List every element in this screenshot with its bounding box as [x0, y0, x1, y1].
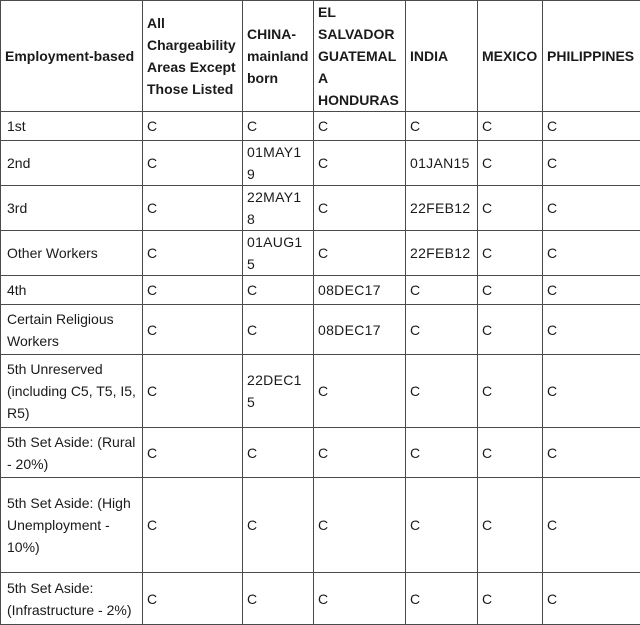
value-cell: C: [478, 141, 543, 186]
value-cell: C: [406, 276, 478, 305]
value-cell: C: [543, 573, 640, 625]
value-cell: C: [143, 428, 243, 478]
table-row: [1, 305, 640, 355]
value-cell: C: [478, 573, 543, 625]
value-cell: C: [478, 428, 543, 478]
value-cell: 01MAY19: [243, 141, 314, 186]
value-cell: 22FEB12: [406, 186, 478, 231]
value-cell: C: [478, 112, 543, 141]
value-cell: 01JAN15: [406, 141, 478, 186]
value-cell: C: [143, 112, 243, 141]
table-row: [1, 112, 640, 141]
value-cell: C: [143, 186, 243, 231]
category-cell: 1st: [1, 112, 143, 141]
value-cell: C: [543, 231, 640, 276]
value-cell: C: [406, 112, 478, 141]
value-cell: 08DEC17: [314, 276, 406, 305]
table-row: [1, 186, 640, 231]
value-cell: C: [478, 355, 543, 428]
value-cell: C: [314, 231, 406, 276]
header-mexico: MEXICO: [478, 1, 543, 112]
value-cell: C: [143, 355, 243, 428]
header-employment-based: Employment-based: [1, 1, 143, 112]
value-cell: 22DEC15: [243, 355, 314, 428]
header-row: [1, 1, 640, 112]
value-cell: C: [478, 231, 543, 276]
value-cell: C: [314, 428, 406, 478]
value-cell: C: [314, 573, 406, 625]
value-cell: C: [143, 573, 243, 625]
value-cell: C: [543, 186, 640, 231]
value-cell: 22MAY18: [243, 186, 314, 231]
value-cell: 08DEC17: [314, 305, 406, 355]
value-cell: 22FEB12: [406, 231, 478, 276]
value-cell: C: [478, 478, 543, 573]
value-cell: C: [478, 186, 543, 231]
table-row: [1, 478, 640, 573]
category-cell: 4th: [1, 276, 143, 305]
value-cell: C: [543, 276, 640, 305]
header-el-salvador-guatemala-honduras: EL SALVADOR GUATEMALA HONDURAS: [314, 1, 406, 112]
value-cell: 01AUG15: [243, 231, 314, 276]
value-cell: C: [143, 231, 243, 276]
value-cell: C: [406, 573, 478, 625]
value-cell: C: [243, 276, 314, 305]
value-cell: C: [478, 305, 543, 355]
table-row: [1, 276, 640, 305]
value-cell: C: [406, 355, 478, 428]
value-cell: C: [243, 112, 314, 141]
category-cell: 5th Unreserved (including C5, T5, I5, R5): [1, 355, 143, 428]
value-cell: C: [314, 186, 406, 231]
value-cell: C: [314, 355, 406, 428]
value-cell: C: [543, 478, 640, 573]
category-cell: 2nd: [1, 141, 143, 186]
table-row: [1, 355, 640, 428]
value-cell: C: [243, 428, 314, 478]
table-row: [1, 231, 640, 276]
header-china: CHINA-mainland born: [243, 1, 314, 112]
value-cell: C: [406, 428, 478, 478]
value-cell: C: [543, 305, 640, 355]
table-row: [1, 573, 640, 625]
category-cell: Other Workers: [1, 231, 143, 276]
value-cell: C: [314, 112, 406, 141]
category-cell: 5th Set Aside: (High Unemployment - 10%): [1, 478, 143, 573]
header-philippines: PHILIPPINES: [543, 1, 640, 112]
value-cell: C: [243, 305, 314, 355]
value-cell: C: [243, 573, 314, 625]
category-cell: Certain Religious Workers: [1, 305, 143, 355]
value-cell: C: [314, 478, 406, 573]
table-row: [1, 141, 640, 186]
value-cell: C: [243, 478, 314, 573]
header-india: INDIA: [406, 1, 478, 112]
value-cell: C: [143, 478, 243, 573]
value-cell: C: [406, 478, 478, 573]
value-cell: C: [543, 428, 640, 478]
value-cell: C: [406, 305, 478, 355]
value-cell: C: [543, 141, 640, 186]
header-all-chargeability: All Chargeability Areas Except Those Listed: [143, 1, 243, 112]
value-cell: C: [478, 276, 543, 305]
category-cell: 5th Set Aside: (Rural - 20%): [1, 428, 143, 478]
category-cell: 5th Set Aside: (Infrastructure - 2%): [1, 573, 143, 625]
value-cell: C: [314, 141, 406, 186]
table-row: [1, 428, 640, 478]
value-cell: C: [143, 141, 243, 186]
value-cell: C: [143, 276, 243, 305]
category-cell: 3rd: [1, 186, 143, 231]
value-cell: C: [543, 355, 640, 428]
value-cell: C: [143, 305, 243, 355]
value-cell: C: [543, 112, 640, 141]
